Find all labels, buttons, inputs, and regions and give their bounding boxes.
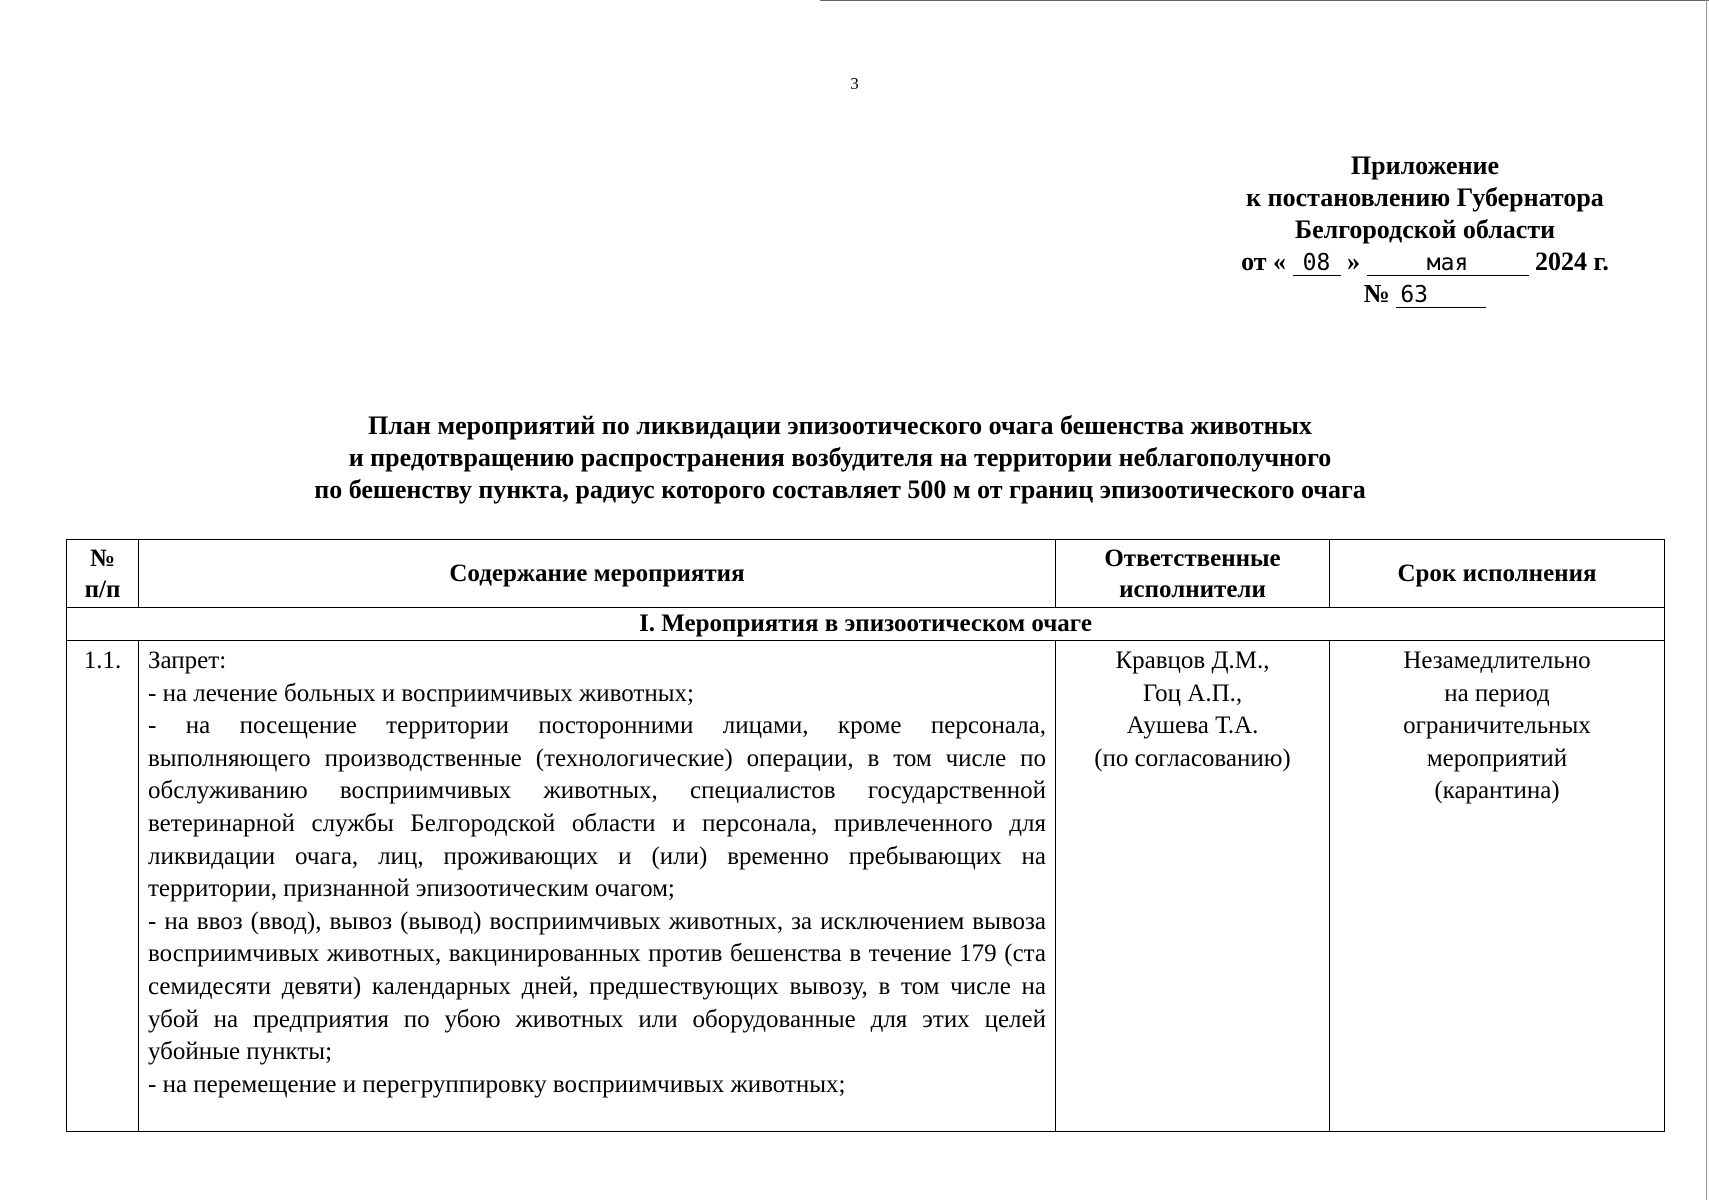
plan-table xyxy=(66,539,1665,1132)
plan-title xyxy=(160,410,1520,506)
content-paragraph: Запрет: xyxy=(148,647,227,674)
scan-top-edge xyxy=(820,0,1709,3)
header-num-line-2: п/п xyxy=(84,575,121,603)
row-responsible xyxy=(1056,641,1330,1132)
date-day: 08 xyxy=(1293,251,1341,276)
header-num xyxy=(67,540,139,608)
row-term xyxy=(1330,641,1665,1132)
row-content xyxy=(139,641,1056,1132)
header-responsible-line-2: исполнители xyxy=(1119,575,1266,603)
document-number: 63 xyxy=(1396,283,1486,308)
term-line: ограничительных xyxy=(1403,712,1591,740)
appendix-line-2: к постановлению Губернатора xyxy=(1246,183,1604,212)
number-label: № xyxy=(1363,279,1390,308)
section-row xyxy=(67,608,1665,641)
appendix-date-line xyxy=(1220,246,1630,278)
date-year: 2024 г. xyxy=(1535,247,1609,276)
appendix-block xyxy=(1220,150,1630,310)
appendix-number-line xyxy=(1220,278,1630,310)
appendix-title: Приложение xyxy=(1350,151,1500,180)
responsible-person: Аушева Т.А. xyxy=(1126,712,1259,740)
term-line: (карантина) xyxy=(1434,777,1560,805)
date-mid: » xyxy=(1347,247,1361,276)
term-line: мероприятий xyxy=(1426,744,1568,772)
responsible-note: (по согласованию) xyxy=(1094,744,1291,772)
date-prefix: от « xyxy=(1241,247,1287,276)
header-responsible-line-1: Ответственные xyxy=(1104,544,1281,572)
appendix-line-3: Белгородской области xyxy=(1294,215,1556,244)
date-month: мая xyxy=(1367,251,1529,276)
plan-title-line-2: и предотвращению распространения возбудителя на территории неблагополучного xyxy=(348,443,1332,472)
content-paragraph: - на перемещение и перегруппировку восприимчивых животных; xyxy=(148,1070,846,1098)
header-term: Срок исполнения xyxy=(1330,540,1665,608)
content-paragraph: - на посещение территории посторонними лицами, кроме персонала, выполняющего производственные (технологические) операции, в том числе по обслуживанию восприимчивых животных, специалистов государственной ветеринарной службы Белгородской области и персонала, привлеченного для ликвидации очага, лиц, проживающих и (или) временно пребывающих на территории, признанной эпизоотическим очагом; xyxy=(148,712,1046,903)
header-responsible xyxy=(1056,540,1330,608)
plan-title-line-1: План мероприятий по ликвидации эпизоотического очага бешенства животных xyxy=(368,411,1312,440)
responsible-person: Гоц А.П., xyxy=(1142,679,1243,707)
plan-title-line-3: по бешенству пункта, радиус которого составляет 500 м от границ эпизоотического очага xyxy=(314,475,1366,504)
content-paragraph: - на лечение больных и восприимчивых животных; xyxy=(148,679,694,707)
table-header-row xyxy=(67,540,1665,608)
term-line: на период xyxy=(1444,679,1550,707)
responsible-person: Кравцов Д.М., xyxy=(1115,647,1270,674)
header-content: Содержание мероприятия xyxy=(139,540,1056,608)
header-num-line-1: № xyxy=(89,544,116,572)
page-number: 3 xyxy=(850,74,859,93)
row-number: 1.1. xyxy=(67,641,139,1132)
scan-right-edge xyxy=(1706,0,1707,1200)
section-title: I. Мероприятия в эпизоотическом очаге xyxy=(67,608,1665,641)
content-paragraph: - на ввоз (ввод), вывоз (вывод) восприимчивых животных, за исключением вывоза восприимчивых животных, вакцинированных против бешенства в течение 179 (ста семидесяти девяти) календарных дней, предшествующих вывозу, в том числе на убой на предприятия по убою животных или оборудованные для этих целей убойные пункты; xyxy=(148,907,1046,1066)
table-row xyxy=(67,641,1665,1132)
term-line: Незамедлительно xyxy=(1403,647,1591,674)
